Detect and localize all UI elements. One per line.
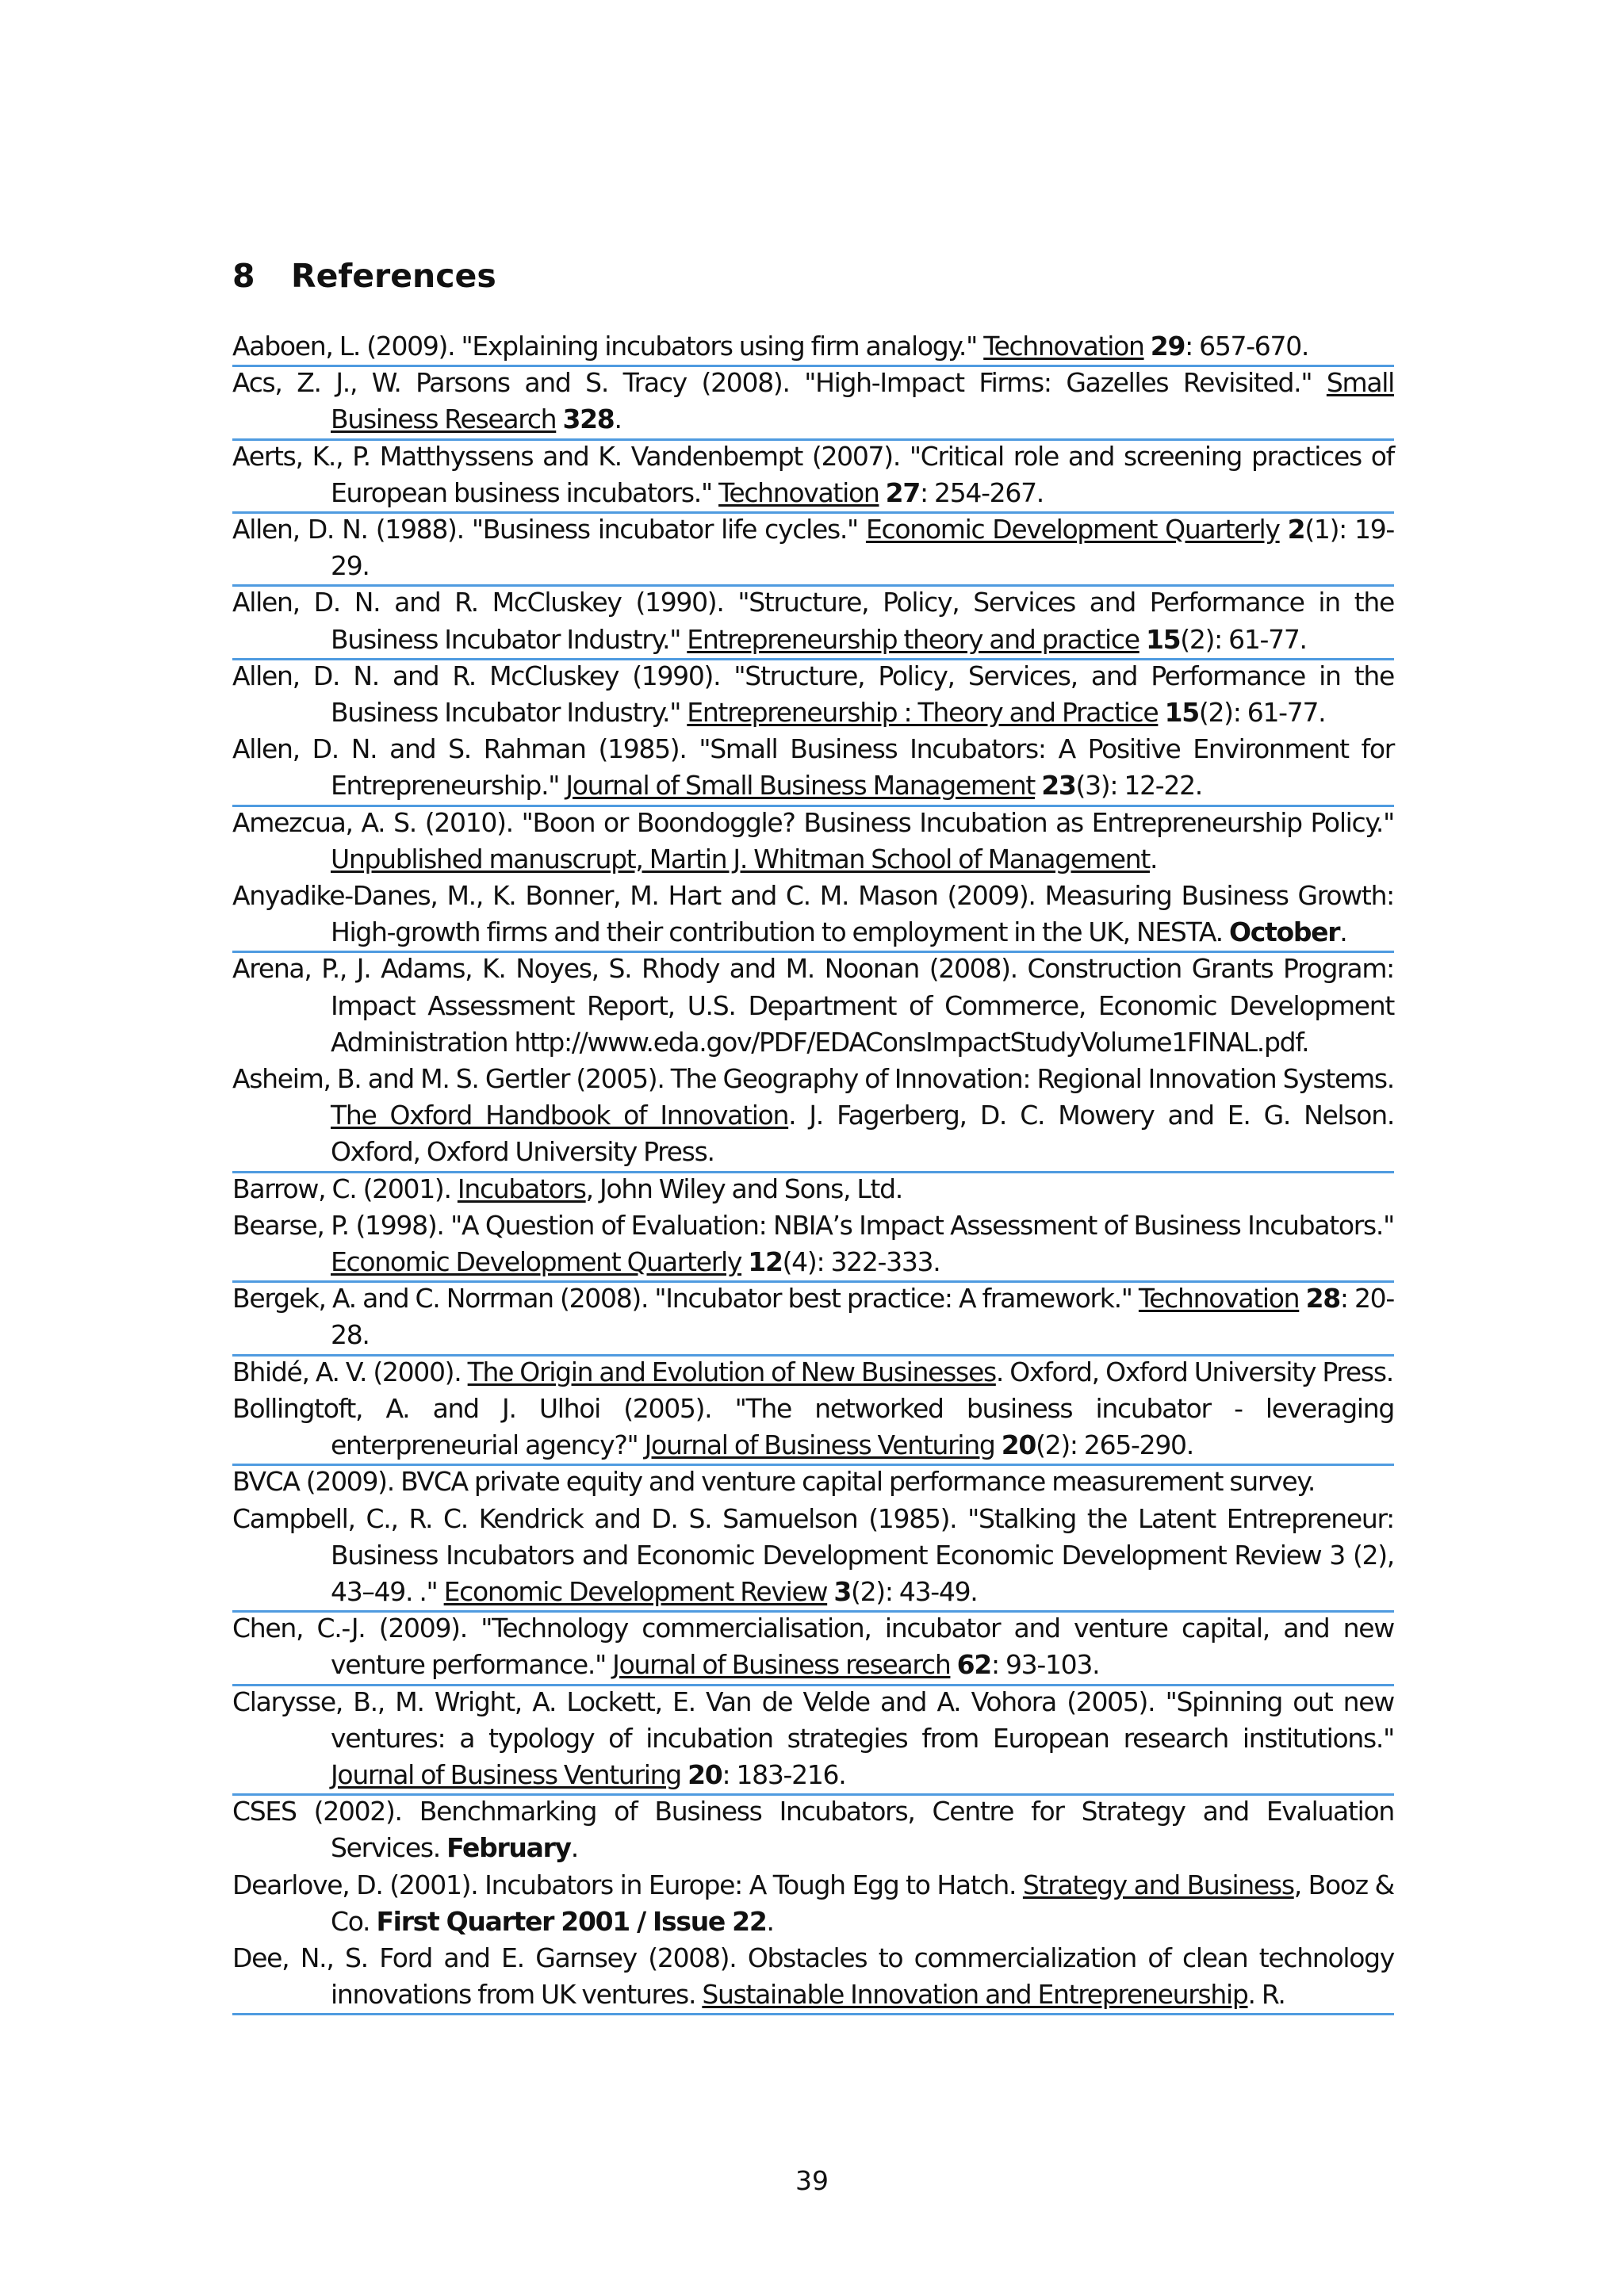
reference-volume: 2	[1287, 514, 1305, 545]
reference-source-title: Entrepreneurship : Theory and Practice	[687, 697, 1159, 729]
reference-text: Dee, N., S. Ford and E. Garnsey (2008). Obstacles to commercialization of clean technology innovations from UK ventures.	[232, 1942, 1394, 2011]
reference-volume: First Quarter 2001 / Issue 22	[376, 1905, 767, 1937]
reference-entry	[232, 584, 1394, 660]
reference-text: . Oxford, Oxford University Press.	[995, 1356, 1393, 1387]
reference-text: (2): 61-77.	[1198, 697, 1326, 729]
reference-text: Aerts, K., P. Matthyssens and K. Vandenbempt (2007). "Critical role and screening practices of European business incubators."	[232, 440, 1394, 508]
reference-source-title: Incubators	[457, 1173, 586, 1204]
reference-entry	[232, 1684, 1394, 1797]
reference-source-title: Economic Development Quarterly	[865, 514, 1280, 545]
reference-text: Anyadike-Danes, M., K. Bonner, M. Hart and C. M. Mason (2009). Measuring Business Growth: High-growth firms and their contribution to employment in the UK, NESTA.	[232, 880, 1394, 948]
reference-text: . J. Fagerberg, D. C. Mowery and E. G. Nelson. Oxford, Oxford University Press.	[331, 1100, 1395, 1168]
reference-text: Allen, D. N. (1988). "Business incubator life cycles."	[232, 514, 866, 545]
reference-text: Bhidé, A. V. (2000).	[232, 1356, 468, 1387]
reference-entry	[232, 1354, 1394, 1391]
reference-source-title: The Origin and Evolution of New Businesses	[467, 1356, 996, 1387]
reference-text: : 183-216.	[722, 1758, 846, 1790]
reference-text: Barrow, C. (2001).	[232, 1173, 458, 1204]
section-heading	[232, 257, 496, 295]
reference-volume: 3	[833, 1575, 852, 1607]
reference-source-title: Unpublished manuscrupt, Martin J. Whitman School of Management	[331, 843, 1150, 874]
reference-text: (2): 61-77.	[1180, 623, 1307, 655]
reference-text: . R.	[1247, 1979, 1285, 2011]
reference-volume: February	[446, 1832, 571, 1864]
reference-entry	[232, 951, 1394, 1061]
reference-text	[1158, 697, 1164, 728]
reference-source-title: Small Business Research	[331, 367, 1394, 435]
reference-source-title: Journal of Small Business Management	[565, 770, 1035, 802]
reference-text: .	[766, 1905, 774, 1937]
reference-text: : 20-28.	[331, 1283, 1394, 1351]
reference-text: Chen, C.-J. (2009). "Technology commercialisation, incubator and venture capital, and new venture performance."	[232, 1613, 1394, 1681]
section-title: References	[291, 257, 496, 295]
reference-text: Bollingtoft, A. and J. Ulhoi (2005). "The networked business incubator - leveraging enterpreneurial agency?"	[232, 1392, 1394, 1461]
page-number: 39	[795, 2165, 829, 2196]
reference-source-title: Technovation	[1138, 1283, 1300, 1314]
reference-text: , John Wiley and Sons, Ltd.	[585, 1173, 902, 1204]
reference-text: : 254-267.	[919, 476, 1044, 508]
reference-entry	[232, 878, 1394, 953]
reference-entry	[232, 1391, 1394, 1466]
reference-text	[1035, 770, 1041, 801]
reference-volume: 15	[1164, 697, 1199, 729]
reference-text	[1299, 1283, 1305, 1314]
reference-text: Allen, D. N. and R. McCluskey (1990). "Structure, Policy, Services, and Performance in the Business Incubator Industry."	[232, 660, 1394, 729]
reference-text: BVCA (2009). BVCA private equity and venture capital performance measurement survey.	[232, 1466, 1316, 1498]
reference-text: Dearlove, D. (2001). Incubators in Europe: A Tough Egg to Hatch.	[232, 1869, 1023, 1900]
reference-text: Aaboen, L. (2009). "Explaining incubators using firm analogy."	[232, 331, 984, 362]
reference-entry	[232, 1464, 1394, 1500]
reference-volume: 29	[1150, 331, 1185, 362]
reference-entry	[232, 328, 1394, 367]
reference-text	[681, 1759, 688, 1790]
reference-text: Allen, D. N. and S. Rahman (1985). "Small Business Incubators: A Positive Environment for Entrepreneurship."	[232, 733, 1394, 802]
reference-text	[879, 477, 885, 508]
reference-text: .	[570, 1832, 578, 1864]
reference-entry	[232, 1061, 1394, 1173]
reference-entry	[232, 365, 1394, 440]
reference-entry	[232, 1280, 1394, 1356]
reference-volume: 328	[562, 404, 615, 435]
reference-text: .	[614, 404, 622, 435]
reference-source-title: Journal of Business research	[612, 1649, 951, 1681]
reference-entry	[232, 1501, 1394, 1613]
reference-volume: 20	[688, 1758, 722, 1790]
reference-volume: October	[1228, 916, 1340, 948]
reference-text: Arena, P., J. Adams, K. Noyes, S. Rhody and M. Noonan (2008). Construction Grants Program: Impact Assessment Report, U.S. Department of Commerce, Economic Development Administration http://www.eda.gov/PDF/EDAConsImpactStudyVolume1FINAL.pdf.	[232, 953, 1394, 1058]
reference-text	[1139, 624, 1146, 655]
reference-volume: 23	[1041, 770, 1076, 802]
reference-text: , Booz & Co.	[331, 1869, 1394, 1937]
reference-text: (1): 19-29.	[331, 514, 1394, 582]
reference-source-title: Economic Development Review	[443, 1575, 828, 1607]
section-number: 8	[232, 257, 255, 295]
reference-text: : 657-670.	[1185, 331, 1309, 362]
reference-source-title: Journal of Business Venturing	[644, 1429, 995, 1461]
reference-source-title: Entrepreneurship theory and practice	[687, 623, 1139, 655]
reference-entry	[232, 1793, 1394, 1866]
reference-text: Amezcua, A. S. (2010). "Boon or Boondoggle? Business Incubation as Entrepreneurship Policy."	[232, 806, 1394, 838]
reference-volume: 62	[956, 1649, 991, 1681]
reference-entry	[232, 731, 1394, 806]
reference-text: (4): 322-333.	[782, 1246, 940, 1278]
reference-text: (2): 265-290.	[1036, 1429, 1193, 1461]
reference-text: : 93-103.	[990, 1649, 1100, 1681]
reference-volume: 28	[1305, 1283, 1340, 1314]
reference-volume: 12	[748, 1246, 783, 1278]
reference-entry	[232, 1610, 1394, 1686]
reference-text: Campbell, C., R. C. Kendrick and D. S. Samuelson (1985). "Stalking the Latent Entrepreneur: Business Incubators and Economic Development Economic Development Review 3 (2), 43–49. ."	[232, 1502, 1394, 1607]
reference-text	[995, 1429, 1002, 1460]
reference-text: Bearse, P. (1998). "A Question of Evaluation: NBIA’s Impact Assessment of Business Incubators."	[232, 1209, 1394, 1241]
reference-text	[950, 1649, 956, 1680]
reference-text: CSES (2002). Benchmarking of Business Incubators, Centre for Strategy and Evaluation Services.	[232, 1796, 1394, 1864]
reference-entry	[232, 438, 1394, 514]
reference-volume: 27	[885, 476, 920, 508]
reference-entry	[232, 1940, 1394, 2015]
reference-source-title: Journal of Business Venturing	[331, 1758, 681, 1790]
reference-text: Clarysse, B., M. Wright, A. Lockett, E. Van de Velde and A. Vohora (2005). "Spinning out new ventures: a typology of incubation strategies from European research institutions."	[232, 1686, 1394, 1754]
reference-source-title: Technovation	[983, 331, 1144, 362]
reference-text: .	[1149, 843, 1158, 874]
reference-source-title: Technovation	[718, 476, 879, 508]
reference-entry	[232, 511, 1394, 587]
reference-source-title: The Oxford Handbook of Innovation	[331, 1100, 789, 1131]
reference-source-title: Strategy and Business	[1022, 1869, 1294, 1900]
reference-text	[1144, 331, 1151, 362]
reference-entry	[232, 1171, 1394, 1207]
reference-source-title: Sustainable Innovation and Entrepreneurship	[702, 1979, 1248, 2011]
reference-entry	[232, 658, 1394, 731]
reference-entry	[232, 1207, 1394, 1283]
reference-text: (2): 43-49.	[851, 1575, 978, 1607]
reference-text: Acs, Z. J., W. Parsons and S. Tracy (2008). "High-Impact Firms: Gazelles Revisited."	[232, 367, 1327, 399]
reference-text: (3): 12-22.	[1075, 770, 1202, 802]
reference-source-title: Economic Development Quarterly	[331, 1246, 742, 1278]
reference-text	[1280, 514, 1288, 545]
reference-volume: 20	[1001, 1429, 1036, 1461]
reference-text: Asheim, B. and M. S. Gertler (2005). The Geography of Innovation: Regional Innovation Systems.	[232, 1063, 1394, 1095]
reference-text: Bergek, A. and C. Norrman (2008). "Incubator best practice: A framework."	[232, 1283, 1139, 1314]
reference-list	[232, 328, 1394, 2013]
reference-text: Allen, D. N. and R. McCluskey (1990). "Structure, Policy, Services and Performance in the Business Incubator Industry."	[232, 587, 1394, 655]
reference-entry	[232, 1867, 1394, 1940]
reference-volume: 15	[1145, 623, 1181, 655]
reference-entry	[232, 805, 1394, 878]
reference-text: .	[1339, 916, 1347, 948]
